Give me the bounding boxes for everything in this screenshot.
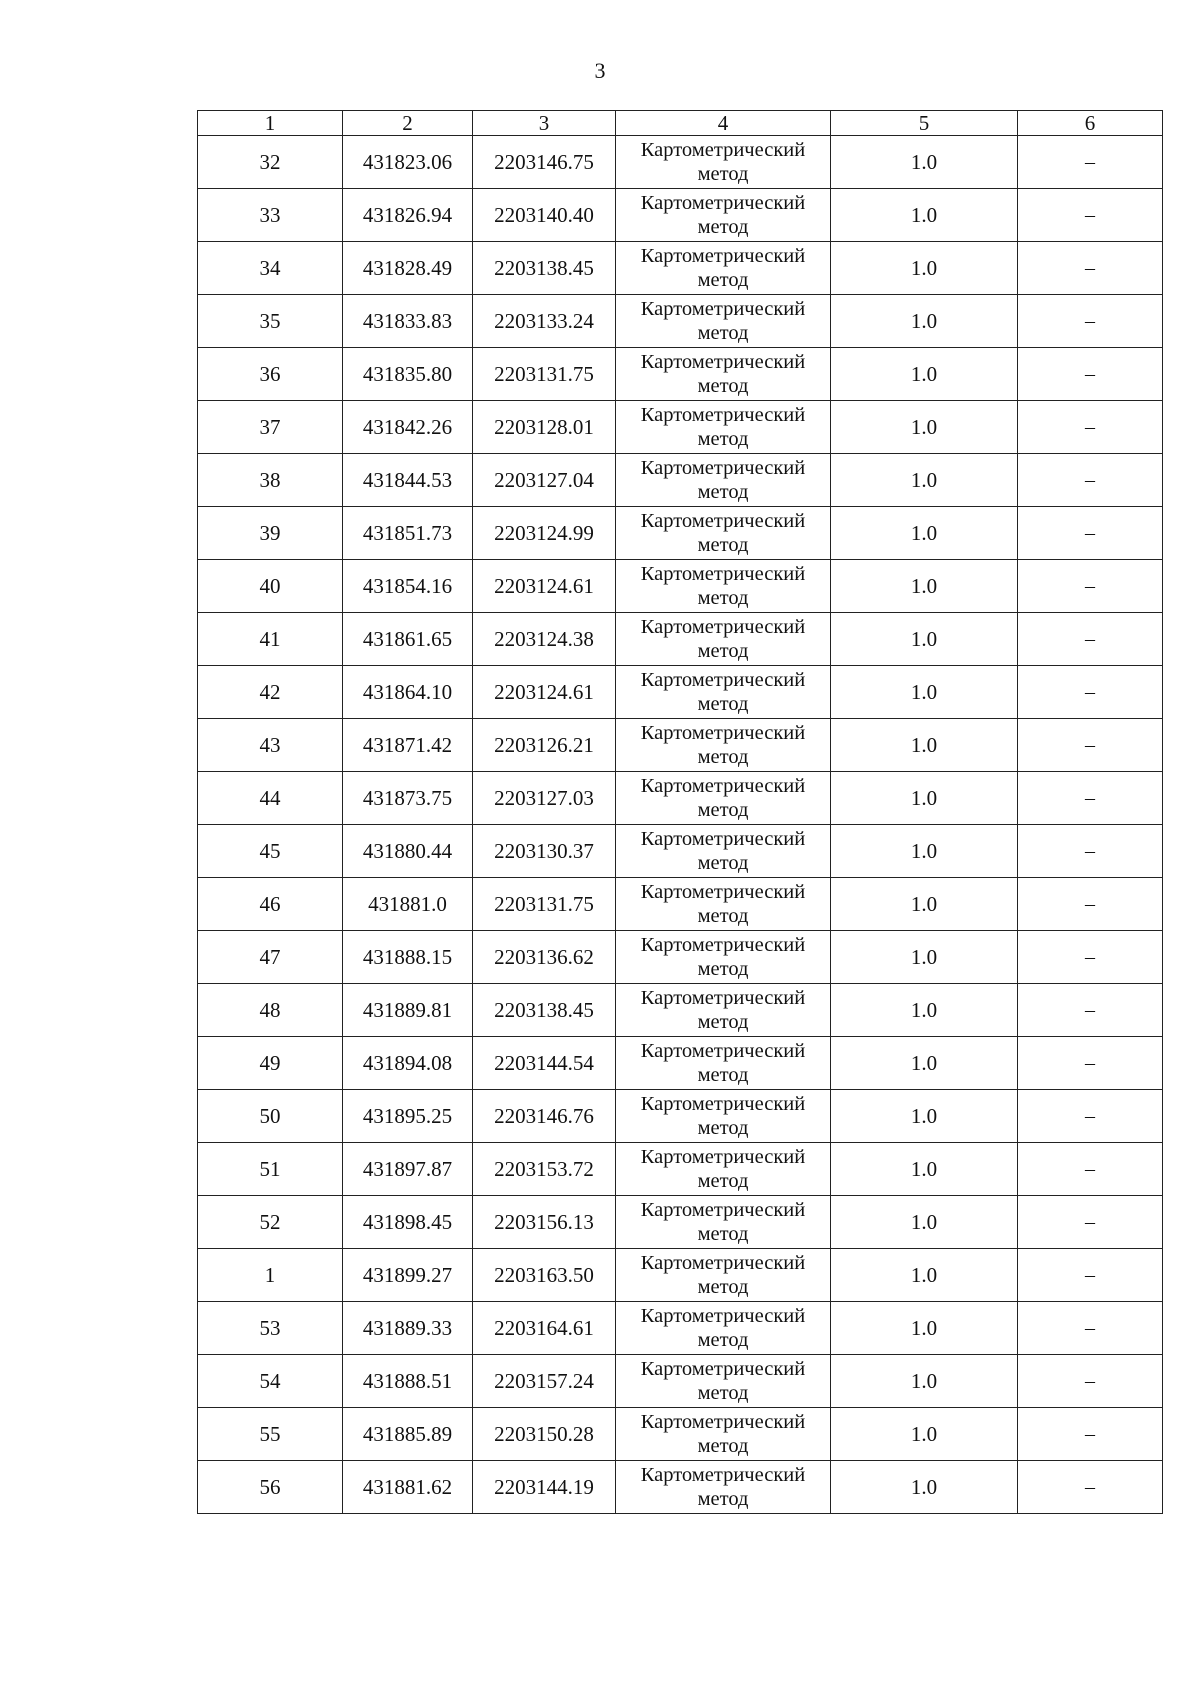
page-number: 3 — [594, 58, 606, 83]
note-cell: – — [1018, 507, 1163, 560]
accuracy-cell: 1.0 — [831, 613, 1018, 666]
table-row — [198, 401, 1163, 454]
method-line-2: метод — [697, 1011, 749, 1033]
method-cell — [616, 1461, 831, 1514]
table-row — [198, 560, 1163, 613]
note-cell: – — [1018, 401, 1163, 454]
method-cell — [616, 401, 831, 454]
method-cell — [616, 1249, 831, 1302]
note-cell: – — [1018, 772, 1163, 825]
method-line-1: Картометрический — [640, 934, 806, 956]
table-row — [198, 348, 1163, 401]
x-coordinate-cell: 431880.44 — [343, 825, 473, 878]
accuracy-cell: 1.0 — [831, 401, 1018, 454]
x-coordinate-cell: 431881.0 — [343, 878, 473, 931]
coordinates-table — [197, 110, 1163, 1514]
method-cell — [616, 1302, 831, 1355]
method-line-2: метод — [697, 958, 749, 980]
point-number-cell: 52 — [198, 1196, 343, 1249]
method-line-2: метод — [697, 1223, 749, 1245]
x-coordinate-cell: 431828.49 — [343, 242, 473, 295]
accuracy-cell: 1.0 — [831, 189, 1018, 242]
table-row — [198, 666, 1163, 719]
note-cell: – — [1018, 560, 1163, 613]
table-row — [198, 1249, 1163, 1302]
method-line-1: Картометрический — [640, 828, 806, 850]
table-row — [198, 719, 1163, 772]
method-cell — [616, 454, 831, 507]
table-row — [198, 613, 1163, 666]
point-number-cell: 32 — [198, 136, 343, 189]
method-line-1: Картометрический — [640, 1464, 806, 1486]
note-cell: – — [1018, 1090, 1163, 1143]
note-cell: – — [1018, 1408, 1163, 1461]
accuracy-cell: 1.0 — [831, 1355, 1018, 1408]
point-number-cell: 49 — [198, 1037, 343, 1090]
y-coordinate-cell: 2203164.61 — [473, 1302, 616, 1355]
accuracy-cell: 1.0 — [831, 136, 1018, 189]
header-row — [198, 111, 1163, 136]
y-coordinate-cell: 2203144.19 — [473, 1461, 616, 1514]
header-col-2: 2 — [343, 111, 473, 136]
table-row — [198, 1355, 1163, 1408]
y-coordinate-cell: 2203124.38 — [473, 613, 616, 666]
point-number-cell: 41 — [198, 613, 343, 666]
y-coordinate-cell: 2203127.03 — [473, 772, 616, 825]
point-number-cell: 35 — [198, 295, 343, 348]
table-body — [198, 136, 1163, 1514]
note-cell: – — [1018, 1196, 1163, 1249]
x-coordinate-cell: 431888.15 — [343, 931, 473, 984]
note-cell: – — [1018, 136, 1163, 189]
x-coordinate-cell: 431833.83 — [343, 295, 473, 348]
method-line-1: Картометрический — [640, 775, 806, 797]
note-cell: – — [1018, 348, 1163, 401]
table-row — [198, 825, 1163, 878]
y-coordinate-cell: 2203124.61 — [473, 666, 616, 719]
method-line-1: Картометрический — [640, 722, 806, 744]
table-row — [198, 295, 1163, 348]
y-coordinate-cell: 2203146.75 — [473, 136, 616, 189]
x-coordinate-cell: 431871.42 — [343, 719, 473, 772]
table-row — [198, 1090, 1163, 1143]
y-coordinate-cell: 2203136.62 — [473, 931, 616, 984]
point-number-cell: 37 — [198, 401, 343, 454]
y-coordinate-cell: 2203127.04 — [473, 454, 616, 507]
method-line-1: Картометрический — [640, 298, 806, 320]
header-col-6: 6 — [1018, 111, 1163, 136]
note-cell: – — [1018, 719, 1163, 772]
y-coordinate-cell: 2203144.54 — [473, 1037, 616, 1090]
accuracy-cell: 1.0 — [831, 984, 1018, 1037]
method-line-2: метод — [697, 481, 749, 503]
y-coordinate-cell: 2203126.21 — [473, 719, 616, 772]
note-cell: – — [1018, 189, 1163, 242]
method-line-1: Картометрический — [640, 192, 806, 214]
point-number-cell: 36 — [198, 348, 343, 401]
point-number-cell: 53 — [198, 1302, 343, 1355]
method-cell — [616, 719, 831, 772]
x-coordinate-cell: 431889.81 — [343, 984, 473, 1037]
method-line-2: метод — [697, 375, 749, 397]
header-col-1: 1 — [198, 111, 343, 136]
note-cell: – — [1018, 984, 1163, 1037]
method-line-1: Картометрический — [640, 563, 806, 585]
method-line-2: метод — [697, 1064, 749, 1086]
method-cell — [616, 931, 831, 984]
accuracy-cell: 1.0 — [831, 295, 1018, 348]
x-coordinate-cell: 431881.62 — [343, 1461, 473, 1514]
method-cell — [616, 984, 831, 1037]
method-cell — [616, 295, 831, 348]
table-row — [198, 1408, 1163, 1461]
y-coordinate-cell: 2203133.24 — [473, 295, 616, 348]
x-coordinate-cell: 431864.10 — [343, 666, 473, 719]
method-line-1: Картометрический — [640, 616, 806, 638]
method-line-2: метод — [697, 1382, 749, 1404]
method-line-1: Картометрический — [640, 669, 806, 691]
point-number-cell: 42 — [198, 666, 343, 719]
x-coordinate-cell: 431861.65 — [343, 613, 473, 666]
method-cell — [616, 1196, 831, 1249]
method-cell — [616, 1143, 831, 1196]
header-col-4: 4 — [616, 111, 831, 136]
note-cell: – — [1018, 1249, 1163, 1302]
x-coordinate-cell: 431888.51 — [343, 1355, 473, 1408]
method-line-1: Картометрический — [640, 139, 806, 161]
accuracy-cell: 1.0 — [831, 666, 1018, 719]
accuracy-cell: 1.0 — [831, 507, 1018, 560]
point-number-cell: 55 — [198, 1408, 343, 1461]
accuracy-cell: 1.0 — [831, 1090, 1018, 1143]
method-cell — [616, 136, 831, 189]
accuracy-cell: 1.0 — [831, 1302, 1018, 1355]
method-cell — [616, 242, 831, 295]
x-coordinate-cell: 431894.08 — [343, 1037, 473, 1090]
point-number-cell: 50 — [198, 1090, 343, 1143]
method-line-2: метод — [697, 640, 749, 662]
method-cell — [616, 507, 831, 560]
y-coordinate-cell: 2203140.40 — [473, 189, 616, 242]
method-cell — [616, 825, 831, 878]
method-line-1: Картометрический — [640, 1093, 806, 1115]
point-number-cell: 54 — [198, 1355, 343, 1408]
method-line-1: Картометрический — [640, 1305, 806, 1327]
method-line-1: Картометрический — [640, 1411, 806, 1433]
point-number-cell: 33 — [198, 189, 343, 242]
x-coordinate-cell: 431844.53 — [343, 454, 473, 507]
point-number-cell: 40 — [198, 560, 343, 613]
method-line-2: метод — [697, 1329, 749, 1351]
y-coordinate-cell: 2203138.45 — [473, 242, 616, 295]
table-row — [198, 984, 1163, 1037]
method-line-1: Картометрический — [640, 351, 806, 373]
x-coordinate-cell: 431897.87 — [343, 1143, 473, 1196]
accuracy-cell: 1.0 — [831, 1196, 1018, 1249]
y-coordinate-cell: 2203128.01 — [473, 401, 616, 454]
table-header — [198, 111, 1163, 136]
x-coordinate-cell: 431851.73 — [343, 507, 473, 560]
method-line-1: Картометрический — [640, 457, 806, 479]
note-cell: – — [1018, 295, 1163, 348]
accuracy-cell: 1.0 — [831, 931, 1018, 984]
y-coordinate-cell: 2203131.75 — [473, 348, 616, 401]
method-line-2: метод — [697, 322, 749, 344]
method-line-2: метод — [697, 216, 749, 238]
method-line-1: Картометрический — [640, 510, 806, 532]
point-number-cell: 46 — [198, 878, 343, 931]
x-coordinate-cell: 431842.26 — [343, 401, 473, 454]
method-line-2: метод — [697, 1117, 749, 1139]
note-cell: – — [1018, 613, 1163, 666]
x-coordinate-cell: 431889.33 — [343, 1302, 473, 1355]
method-line-2: метод — [697, 1276, 749, 1298]
accuracy-cell: 1.0 — [831, 1249, 1018, 1302]
point-number-cell: 51 — [198, 1143, 343, 1196]
accuracy-cell: 1.0 — [831, 878, 1018, 931]
method-line-2: метод — [697, 852, 749, 874]
method-cell — [616, 1090, 831, 1143]
accuracy-cell: 1.0 — [831, 242, 1018, 295]
point-number-cell: 47 — [198, 931, 343, 984]
method-line-1: Картометрический — [640, 1146, 806, 1168]
note-cell: – — [1018, 242, 1163, 295]
accuracy-cell: 1.0 — [831, 825, 1018, 878]
point-number-cell: 48 — [198, 984, 343, 1037]
table-row — [198, 1143, 1163, 1196]
y-coordinate-cell: 2203156.13 — [473, 1196, 616, 1249]
method-line-2: метод — [697, 1170, 749, 1192]
point-number-cell: 1 — [198, 1249, 343, 1302]
accuracy-cell: 1.0 — [831, 772, 1018, 825]
method-line-1: Картометрический — [640, 1199, 806, 1221]
table-row — [198, 772, 1163, 825]
method-line-2: метод — [697, 269, 749, 291]
y-coordinate-cell: 2203146.76 — [473, 1090, 616, 1143]
method-line-1: Картометрический — [640, 404, 806, 426]
method-line-2: метод — [697, 1488, 749, 1510]
method-cell — [616, 878, 831, 931]
table-row — [198, 1302, 1163, 1355]
accuracy-cell: 1.0 — [831, 1037, 1018, 1090]
table-row — [198, 507, 1163, 560]
table-row — [198, 1196, 1163, 1249]
note-cell: – — [1018, 1461, 1163, 1514]
method-line-2: метод — [697, 905, 749, 927]
accuracy-cell: 1.0 — [831, 1143, 1018, 1196]
method-cell — [616, 1355, 831, 1408]
method-line-1: Картометрический — [640, 987, 806, 1009]
note-cell: – — [1018, 878, 1163, 931]
table-row — [198, 1461, 1163, 1514]
note-cell: – — [1018, 825, 1163, 878]
method-line-2: метод — [697, 693, 749, 715]
x-coordinate-cell: 431826.94 — [343, 189, 473, 242]
method-line-2: метод — [697, 163, 749, 185]
method-line-2: метод — [697, 587, 749, 609]
accuracy-cell: 1.0 — [831, 454, 1018, 507]
x-coordinate-cell: 431835.80 — [343, 348, 473, 401]
method-cell — [616, 1037, 831, 1090]
note-cell: – — [1018, 454, 1163, 507]
point-number-cell: 39 — [198, 507, 343, 560]
y-coordinate-cell: 2203124.99 — [473, 507, 616, 560]
method-cell — [616, 189, 831, 242]
accuracy-cell: 1.0 — [831, 348, 1018, 401]
x-coordinate-cell: 431898.45 — [343, 1196, 473, 1249]
point-number-cell: 43 — [198, 719, 343, 772]
note-cell: – — [1018, 931, 1163, 984]
table-row — [198, 931, 1163, 984]
x-coordinate-cell: 431885.89 — [343, 1408, 473, 1461]
header-col-5: 5 — [831, 111, 1018, 136]
method-line-2: метод — [697, 799, 749, 821]
method-cell — [616, 666, 831, 719]
x-coordinate-cell: 431873.75 — [343, 772, 473, 825]
method-line-2: метод — [697, 428, 749, 450]
accuracy-cell: 1.0 — [831, 719, 1018, 772]
note-cell: – — [1018, 666, 1163, 719]
accuracy-cell: 1.0 — [831, 560, 1018, 613]
y-coordinate-cell: 2203131.75 — [473, 878, 616, 931]
method-cell — [616, 560, 831, 613]
table-row — [198, 878, 1163, 931]
table-row — [198, 136, 1163, 189]
y-coordinate-cell: 2203163.50 — [473, 1249, 616, 1302]
x-coordinate-cell: 431895.25 — [343, 1090, 473, 1143]
y-coordinate-cell: 2203150.28 — [473, 1408, 616, 1461]
note-cell: – — [1018, 1355, 1163, 1408]
method-line-2: метод — [697, 1435, 749, 1457]
point-number-cell: 34 — [198, 242, 343, 295]
table-row — [198, 1037, 1163, 1090]
point-number-cell: 44 — [198, 772, 343, 825]
point-number-cell: 56 — [198, 1461, 343, 1514]
point-number-cell: 45 — [198, 825, 343, 878]
method-line-1: Картометрический — [640, 1252, 806, 1274]
method-cell — [616, 772, 831, 825]
x-coordinate-cell: 431854.16 — [343, 560, 473, 613]
point-number-cell: 38 — [198, 454, 343, 507]
method-line-2: метод — [697, 534, 749, 556]
table-row — [198, 189, 1163, 242]
method-line-1: Картометрический — [640, 1358, 806, 1380]
note-cell: – — [1018, 1143, 1163, 1196]
method-line-2: метод — [697, 746, 749, 768]
accuracy-cell: 1.0 — [831, 1408, 1018, 1461]
method-line-1: Картометрический — [640, 1040, 806, 1062]
method-cell — [616, 613, 831, 666]
table-row — [198, 454, 1163, 507]
y-coordinate-cell: 2203153.72 — [473, 1143, 616, 1196]
note-cell: – — [1018, 1302, 1163, 1355]
accuracy-cell: 1.0 — [831, 1461, 1018, 1514]
x-coordinate-cell: 431899.27 — [343, 1249, 473, 1302]
method-line-1: Картометрический — [640, 881, 806, 903]
method-cell — [616, 348, 831, 401]
y-coordinate-cell: 2203157.24 — [473, 1355, 616, 1408]
method-cell — [616, 1408, 831, 1461]
y-coordinate-cell: 2203130.37 — [473, 825, 616, 878]
method-line-1: Картометрический — [640, 245, 806, 267]
x-coordinate-cell: 431823.06 — [343, 136, 473, 189]
y-coordinate-cell: 2203124.61 — [473, 560, 616, 613]
note-cell: – — [1018, 1037, 1163, 1090]
header-col-3: 3 — [473, 111, 616, 136]
table-row — [198, 242, 1163, 295]
y-coordinate-cell: 2203138.45 — [473, 984, 616, 1037]
